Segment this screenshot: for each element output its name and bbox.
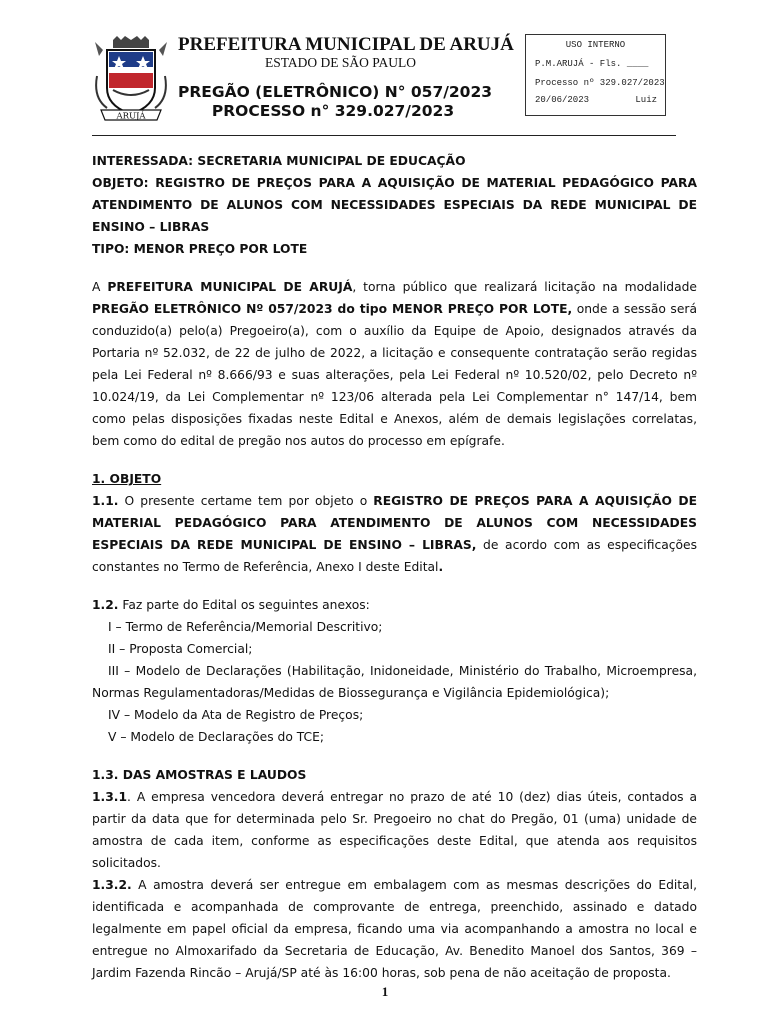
svg-text:ARUJÁ: ARUJÁ (116, 111, 146, 122)
stamp-processo: Processo nº 329.027/2023 (535, 78, 665, 88)
interessada-line: INTERESSADA: SECRETARIA MUNICIPAL DE EDUCAÇÃO (92, 154, 466, 168)
pregao-number: PREGÃO (ELETRÔNICO) N° 057/2023 (178, 83, 493, 101)
document-body (92, 150, 697, 984)
clause-1-3-1: 1.3.1. A empresa vencedora deverá entregar no prazo de até 10 (dez) dias úteis, contados a partir da data que for determinada pelo Sr. Pregoeiro no chat do Pregão, 01 (uma) unidade de amostra de cada item, conforme as especificações deste Edital, que atenda aos requisitos solicitados. (92, 790, 697, 870)
annex-item: I – Termo de Referência/Memorial Descritivo; (108, 620, 383, 634)
annex-item: III – Modelo de Declarações (Habilitação, Inidoneidade, Ministério do Trabalho, Microempresa, Normas Regulamentadoras/Medidas de Biossegurança e Vigilância Epidemiológica); (92, 664, 697, 700)
header-divider (92, 135, 676, 136)
page-number: 1 (381, 984, 389, 999)
tipo-line: TIPO: MENOR PREÇO POR LOTE (92, 242, 308, 256)
objeto-label: OBJETO (92, 176, 144, 190)
annex-item: II – Proposta Comercial; (108, 642, 253, 656)
objeto-text: : REGISTRO DE PREÇOS PARA A AQUISIÇÃO DE MATERIAL PEDAGÓGICO PARA ATENDIMENTO DE ALUNOS COM NECESSIDADES ESPECIAIS DA REDE MUNICIPAL DE ENSINO – LIBRAS (92, 176, 697, 234)
clause-1-2: 1.2. Faz parte do Edital os seguintes anexos: (92, 598, 370, 612)
section-1-heading: 1. OBJETO (92, 472, 162, 486)
stamp-fls: P.M.ARUJÁ - Fls. ____ (535, 59, 649, 69)
stamp-title: USO INTERNO (565, 40, 626, 50)
preamble-paragraph: A PREFEITURA MUNICIPAL DE ARUJÁ, torna público que realizará licitação na modalidade PREGÃO ELETRÔNICO Nº 057/2023 do tipo MENOR PREÇO POR LOTE, onde a sessão será conduzido(a) pelo(a) Pregoeiro(a), com o auxílio da Equipe de Apoio, designados através da Portaria nº 52.032, de 22 de julho de 2022, a licitação e consequente contratação serão regidas pela Lei Federal nº 8.666/93 e suas alterações, pela Lei Federal nº 10.520/02, pelo Decreto nº 10.024/19, da Lei Complementar nº 123/06 alterada pela Lei Complementar n° 147/14, bem como pelas disposições fixadas neste Edital e Anexos, além de demais legislações correlatas, bem como do edital de pregão nos autos do processo em epígrafe. (92, 280, 698, 448)
annex-item: V – Modelo de Declarações do TCE; (108, 730, 325, 744)
annex-item: IV – Modelo da Ata de Registro de Preços; (108, 708, 364, 722)
stamp-user: Luiz (635, 95, 657, 105)
processo-number: PROCESSO n° 329.027/2023 (211, 102, 455, 120)
clause-1-1: 1.1. O presente certame tem por objeto o REGISTRO DE PREÇOS PARA A AQUISIÇÃO DE MATERIAL PEDAGÓGICO PARA ATENDIMENTO DE ALUNOS COM NECESSIDADES ESPECIAIS DA REDE MUNICIPAL DE ENSINO – LIBRAS, de acordo com as especificações constantes no Termo de Referência, Anexo I deste Edital. (92, 494, 697, 574)
state-subtitle: ESTADO DE SÃO PAULO (264, 55, 417, 70)
objeto-line (92, 172, 697, 238)
org-title: PREFEITURA MUNICIPAL DE ARUJÁ (178, 34, 514, 55)
internal-use-stamp (525, 34, 666, 116)
municipal-crest-logo (93, 36, 169, 124)
section-1-3-heading: 1.3. DAS AMOSTRAS E LAUDOS (92, 768, 307, 782)
stamp-date: 20/06/2023 (535, 95, 590, 105)
clause-1-3-2: 1.3.2. A amostra deverá ser entregue em embalagem com as mesmas descrições do Edital, identificada e acompanhada de comprovante de entrega, preenchido, assinado e datado legalmente em papel oficial da empresa, ficando uma via acompanhando a amostra no local e entregue no Almoxarifado da Secretaria de Educação, Av. Benedito Manoel dos Santos, 369 – Jardim Fazenda Rincão – Arujá/SP até às 16:00 horas, sob pena de não aceitação de proposta. (92, 878, 697, 980)
